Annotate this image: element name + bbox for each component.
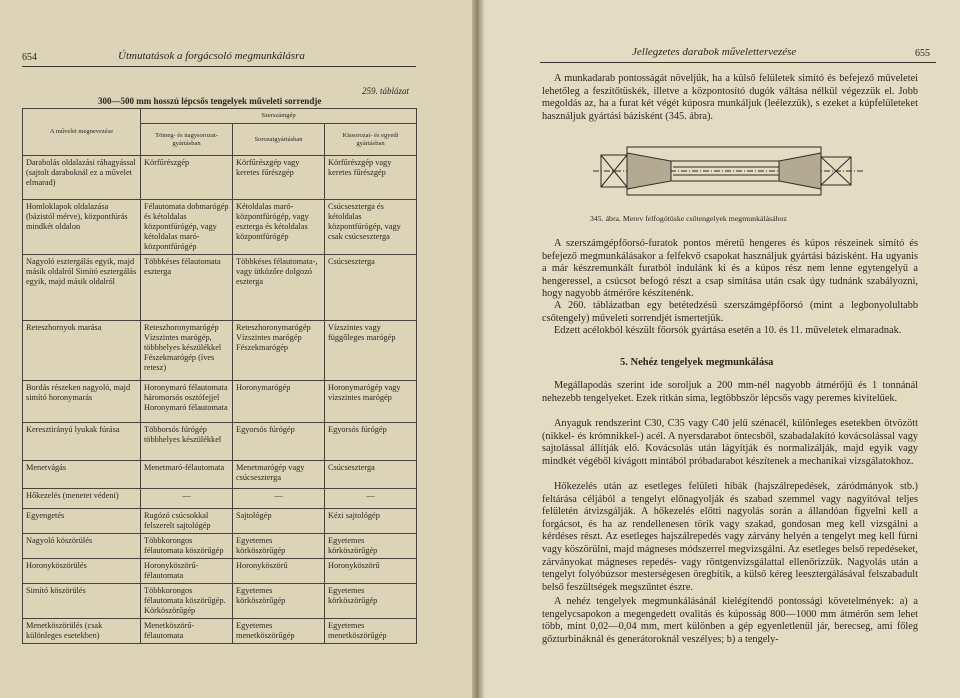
table-cell-op: Nagyoló köszörülés [23,534,141,559]
table-row [23,559,417,584]
table-cell-mass: — [141,489,233,509]
table-row [23,489,417,509]
right-head-rule [540,62,936,63]
table-cell-mass: Menetmaró-félautomata [141,461,233,489]
table-cell-mass: Horonymaró félautomata háromorsós osztófejjel Horonymaró félautomata [141,381,233,423]
table-cell-op: Menetköszörülés (csak különleges esetekben) [23,619,141,644]
left-head-rule [22,66,416,67]
table-row [23,381,417,423]
table-row [23,584,417,619]
table-cell-small: Körfűrészgép vagy keretes fűrészgép [325,156,417,200]
right-running-title: Jellegzetes darabok művelettervezése [632,46,797,58]
table-cell-op: Horonyköszörülés [23,559,141,584]
table-title: 300—500 mm hosszú lépcsős tengelyek műveleti sorrendje [98,96,322,106]
table-row [23,534,417,559]
table-cell-mass: Többorsós fúrógép többhelyes készülékkel [141,423,233,461]
paragraph-1: A szerszámgépfőorsó-furatok pontos méretű hengeres és kúpos részeinek simító és befejező megmunkálásakor a felfekvő csapokat használjuk gyártási bázisként. Ha ugyanis a már készremunkált furatból indulánk ki és a kúpos rész nem lenne egytengelyű a hengeressel, a csúcsot befogó részt a csap simítása után csak úgy tudnánk szabályozni, hogy nagyobb átmérőre készítenénk. [542,238,918,300]
intro-paragraph: A munkadarab pontosságát növeljük, ha a külső felületek simító és befejező műveletei lehetőleg a feszítőtüskék, illetve a központosító dugók váltása nélkül végezzük el. Jobb megoldás az, ha a furat két végét kúposra munkáljuk (leélezzük), s ezeket a kúpfelületeket használjuk gyártási bázisként (345. ábra). [542,73,918,122]
table-cell-op: Menetvágás [23,461,141,489]
table-cell-small: Kézi sajtológép [325,509,417,534]
paragraph-5: Anyaguk rendszerint C30, C35 vagy C40 jelű szénacél, különleges esetekben ötvözött (nikkel- és krómnikkel-) acél. A nyersdarabot öntecsből, szabadalakító kovácsolással vagy sajtolással állítják elő. Kovácsolás után lágyítják és normalizálják, majd egyik vagy mindkét végéből kivágott mintából próbadarabot készítenek a mechanikai vizsgálatokhoz. [542,418,918,467]
table-cell-mass: Rugózó csúcsokkal felszerelt sajtológép [141,509,233,534]
col-operation: A művelet megnevezése [23,109,141,156]
table-cell-mass: Többkorongos félautomata köszörűgép. Körköszörűgép [141,584,233,619]
table-cell-series: Kétoldalas maró-központfúrógép, vagy esztergа és kétoldalas központfúrógép [233,200,325,255]
mandrel-figure [593,133,865,209]
table-cell-op: Homloklapok oldalazása (bázistól mérve), központfúrás mindkét oldalon [23,200,141,255]
table-cell-series: Körfűrészgép vagy keretes fűrészgép [233,156,325,200]
table-cell-series: Egyetemes körköszörűgép [233,584,325,619]
table-cell-small: Csúcseszterga [325,461,417,489]
section-title: 5. Nehéz tengelyek megmunkálása [620,357,774,368]
table-cell-op: Egyengetés [23,509,141,534]
table-row [23,200,417,255]
table-cell-series: — [233,489,325,509]
table-cell-small: Egyorsós fúrógép [325,423,417,461]
table-cell-mass: Körfűrészgép [141,156,233,200]
table-row [23,156,417,200]
table-cell-small: Vízszintes vagy függőleges marógép [325,321,417,381]
table-cell-small: Csúcseszterga [325,255,417,321]
table-cell-series: Egyetemes menetköszörűgép [233,619,325,644]
table-cell-small: Egyetemes menetköszörűgép [325,619,417,644]
table-row [23,619,417,644]
table-cell-mass: Horonyköszörű-félautomata [141,559,233,584]
table-cell-op: Simító köszörülés [23,584,141,619]
col-series: Sorozatgyártásban [233,124,325,156]
table-cell-series: Egyetemes körköszörűgép [233,534,325,559]
table-cell-series: Horonymarógép [233,381,325,423]
paragraph-3: Edzett acélokból készült főorsók gyártása esetén a 10. és 11. műveletek elmaradnak. [554,325,902,336]
table-cell-small: Egyetemes körköszörűgép [325,584,417,619]
paragraph-7: A nehéz tengelyek megmunkálásánál kielégítendő pontossági követelmények: a) a tengelycsapokon a megengedett ovalitás és kúposság 800—1000 mm átmérőn sem lehet több, mint 0,02—0,04 mm, mert különben a gép egyenletlenül jár, berecseg, ami főleg gőzturbináknál és generátoroknál veszélyes; b) a tengely- [542,596,918,645]
table-row [23,509,417,534]
table-cell-mass: Menetköszörű-félautomata [141,619,233,644]
table-cell-op: Darabolás oldalazási ráhagyással (sajtolt daraboknál ez a művelet elmarad) [23,156,141,200]
col-tool-group: Szerszámgép [141,109,417,124]
col-mass: Tömeg- és nagysorozat-gyártásban [141,124,233,156]
table-cell-series: Sajtológép [233,509,325,534]
table-row [23,321,417,381]
table-cell-series: Horonyköszörű [233,559,325,584]
table-row [23,461,417,489]
paragraph-4: Megállapodás szerint ide soroljuk a 200 mm-nél nagyobb átmérőjű és 1 tonnánál nehezebb tengelyeket. Ezek ritkán sima, legtöbbször lépcsős vagy peremes kivitelűek. [542,380,918,404]
table-cell-op: Nagyoló esztergálás egyik, majd másik oldalról Simító esztergálás egyik, majd másik oldalról [23,255,141,321]
table-cell-small: Csúcseszterga és kétoldalas központfúrógép, vagy csak csúcseszterga [325,200,417,255]
table-cell-series: Többkéses félautomata-, vagy ütközőre dolgozó eszterga [233,255,325,321]
table-cell-series: Egyorsós fúrógép [233,423,325,461]
table-cell-series: Reteszhoronymarógép Vízszintes marógép Fészekmarógép [233,321,325,381]
right-page-number: 655 [915,48,930,59]
table-cell-small: Egyetemes körköszörűgép [325,534,417,559]
table-cell-op: Reteszhornyok marása [23,321,141,381]
table-cell-mass: Félautomata dobmarógép és kétoldalas központfúrógép, vagy kétoldalas maró-központfúrógép [141,200,233,255]
table-cell-op: Keresztirányú lyukak fúrása [23,423,141,461]
table-cell-mass: Többkorongos félautomata köszörűgép [141,534,233,559]
table-cell-small: Horonyköszörű [325,559,417,584]
left-running-title: Útmutatások a forgácsoló megmunkálásra [118,50,305,62]
left-page [0,0,472,698]
table-cell-mass: Többkéses félautomata eszterga [141,255,233,321]
table-cell-mass: Reteszhoronymarógép Vízszintes marógép, többhelyes készülékkel Fészekmarógép (íves retesz) [141,321,233,381]
table-cell-op: Bordás részeken nagyoló, majd simító horonymarás [23,381,141,423]
paragraph-2: A 260. táblázatban egy betétedzésű szerszámgépfőorsó (mint a legbonyolultabb csőtengely) műveleti sorrendjét ismertetjük. [542,300,918,324]
table-cell-series: Menetmarógép vagy csúcseszterga [233,461,325,489]
table-row [23,423,417,461]
book-gutter [472,0,484,698]
left-page-number: 654 [22,52,37,63]
paragraph-6: Hőkezelés után az esetleges felületi hibák (hajszálrepedések, záródmányok stb.) feltárása céljából a tengelyt előnagyolják és szabad szemmel vagy nagyítóval teljes felületén átvizsgálják. A hőkezelés előtti nagyolás során a állandóan figyelni kell a forgácsot, és ha az rendellenesen törik vagy szakad, gondosan meg kell vizsgálni a kérdéses részt. Az esetleges hajszálrepedés vagy zárvány helyén a tengelyt meg kell fúrni vagy köszörülni, majd mágneses módszerrel megvizsgálni. Az esetleges belső repedéseket, zárványokat mágneses repedés- vagy röntgenvizsgálattal ellenőrizzük. Nagyolás után a tengelyt folyóbúzsor mesterségesen öregbítik, a külső kéreg leesztergálásával felszabadult belső feszültségek megszűntet észre. [542,481,918,593]
figure-caption: 345. ábra. Merev felfogótüske csőtengelyek megmunkálásához [590,214,787,223]
col-small: Kissorozat- és egyedi gyártásban [325,124,417,156]
operations-table [22,108,417,644]
table-cell-small: — [325,489,417,509]
table-row [23,255,417,321]
table-cell-op: Hőkezelés (menetet védeni) [23,489,141,509]
table-cell-small: Horonymarógép vagy vízszintes marógép [325,381,417,423]
table-number: 259. táblázat [362,86,410,96]
